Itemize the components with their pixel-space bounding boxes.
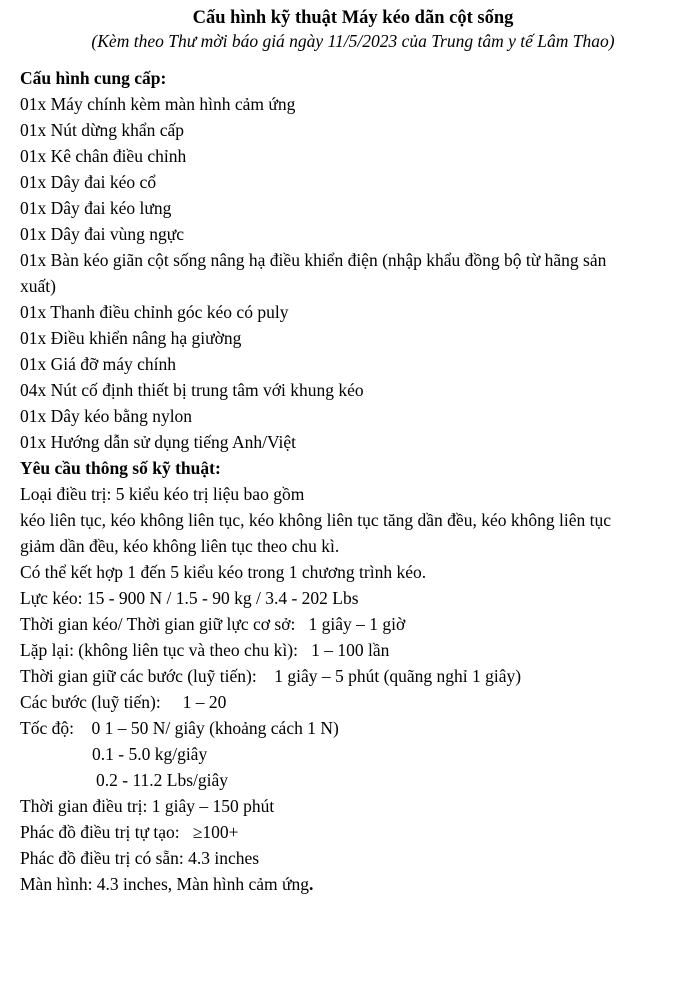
spec-line: Thời gian giữ các bước (luỹ tiến): 1 giây – 5 phút (quãng nghỉ 1 giây) [20,666,522,686]
spec-list [20,481,686,897]
config-item: 01x Điều khiển nâng hạ giường [20,328,242,348]
document-title: Cấu hình kỹ thuật Máy kéo dãn cột sống [192,8,514,28]
spec-line: Lực kéo: 15 - 900 N / 1.5 - 90 kg / 3.4 - 202 Lbs [20,588,359,608]
spec-heading: Yêu cầu thông số kỹ thuật: [20,458,221,478]
config-item: 04x Nút cố định thiết bị trung tâm với khung kéo [20,380,364,400]
spec-line: Loại điều trị: 5 kiểu kéo trị liệu bao gồm [20,484,305,504]
spec-speed-line: 0.2 - 11.2 Lbs/giây [96,770,229,790]
config-item: 01x Dây đai kéo cổ [20,172,157,192]
spec-line: Thời gian kéo/ Thời gian giữ lực cơ sở: 1 giây – 1 giờ [20,614,406,634]
config-item: 01x Bàn kéo giãn cột sống nâng hạ điều khiển điện (nhập khẩu đồng bộ từ hãng sản [20,250,607,270]
config-item: 01x Nút dừng khẩn cấp [20,120,185,140]
spec-line: Thời gian điều trị: 1 giây – 150 phút [20,796,275,816]
config-item: 01x Kê chân điều chỉnh [20,146,187,166]
config-item: 01x Dây kéo bằng nylon [20,406,193,426]
spec-line: kéo liên tục, kéo không liên tục, kéo không liên tục tăng dần đều, kéo không liên tục [20,510,611,530]
spec-last-line-end: . [308,874,314,894]
spec-line: giảm dần đều, kéo không liên tục theo chu kì. [20,536,340,556]
document-subtitle: (Kèm theo Thư mời báo giá ngày 11/5/2023 của Trung tâm y tế Lâm Thao) [91,31,615,51]
config-item: 01x Hướng dẫn sử dụng tiếng Anh/Việt [20,432,297,452]
spec-line: Phác đồ điều trị tự tạo: ≥100+ [20,822,239,842]
config-item: 01x Máy chính kèm màn hình cảm ứng [20,94,296,114]
spec-last-line [20,871,686,897]
spec-line: Phác đồ điều trị có sẵn: 4.3 inches [20,848,260,868]
spec-line: Tốc độ: 0 1 – 50 N/ giây (khoảng cách 1 N) [20,718,339,738]
config-item: 01x Dây đai kéo lưng [20,198,172,218]
spec-last-line-text: Màn hình: 4.3 inches, Màn hình cảm ứng [20,874,309,894]
config-item: 01x Giá đỡ máy chính [20,354,177,374]
config-item: 01x Thanh điều chỉnh góc kéo có puly [20,302,289,322]
spec-line: Có thể kết hợp 1 đến 5 kiểu kéo trong 1 chương trình kéo. [20,562,427,582]
config-heading: Cấu hình cung cấp: [20,68,167,88]
config-item: 01x Dây đai vùng ngực [20,224,185,244]
config-item: xuất) [20,276,56,296]
spec-line: Lặp lại: (không liên tục và theo chu kì): 1 – 100 lần [20,640,390,660]
spec-line: Các bước (luỹ tiến): 1 – 20 [20,692,227,712]
config-list [20,91,686,455]
spec-speed-line: 0.1 - 5.0 kg/giây [92,744,208,764]
